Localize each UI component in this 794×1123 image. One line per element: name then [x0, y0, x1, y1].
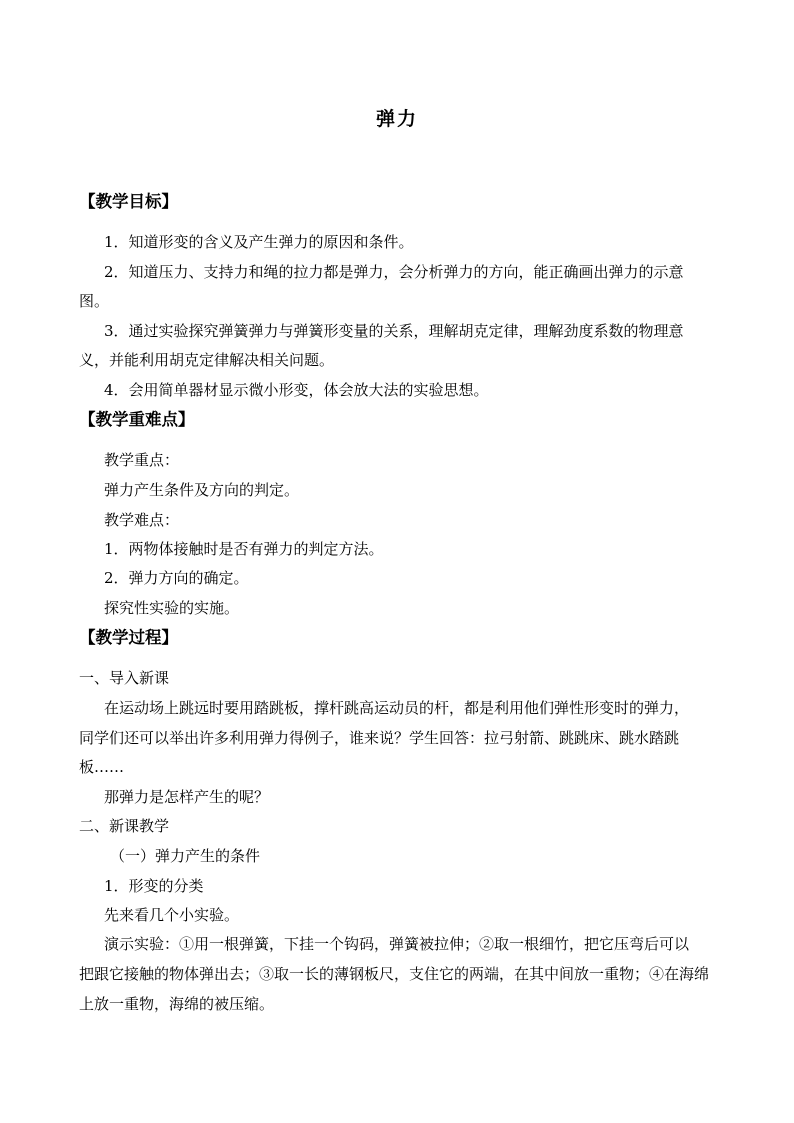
- process-line-4: 板……: [79, 758, 125, 776]
- process-line-10: 演示实验：①用一根弹簧，下挂一个钩码，弹簧被拉伸；②取一根细竹，把它压弯后可以: [104, 935, 690, 953]
- process-line-7: （一）弹力产生的条件: [110, 847, 261, 865]
- process-line-3: 同学们还可以举出许多利用弹力得例子，谁来说？学生回答：拉弓射箭、跳跳床、跳水踏跳: [79, 729, 680, 747]
- section-heading-goals: 【教学目标】: [79, 192, 178, 211]
- process-line-6: 二、新课教学: [79, 817, 170, 835]
- goal-line-3: 3．通过实验探究弹簧弹力与弹簧形变量的关系，理解胡克定律，理解劲度系数的物理意: [104, 322, 684, 340]
- key-point-line-6: 探究性实验的实施。: [104, 599, 240, 617]
- document-title: 弹力: [375, 108, 418, 130]
- process-line-12: 上放一重物，海绵的被压缩。: [79, 995, 275, 1013]
- goal-line-2-cont: 图。: [79, 292, 110, 310]
- key-point-line-5: 2．弹力方向的确定。: [104, 569, 249, 587]
- process-line-2: 在运动场上跳远时要用踏跳板，撑杆跳高运动员的杆，都是利用他们弹性形变时的弹力，: [104, 699, 690, 717]
- process-line-8: 1．形变的分类: [104, 877, 204, 895]
- process-line-11: 把跟它接触的物体弹出去；③取一长的薄钢板尺，支住它的两端，在其中间放一重物；④在海绵: [79, 965, 710, 983]
- process-line-5: 那弹力是怎样产生的呢？: [104, 788, 270, 806]
- section-heading-process: 【教学过程】: [79, 628, 178, 647]
- key-point-line-2: 弹力产生条件及方向的判定。: [104, 481, 300, 499]
- key-point-line-3: 教学难点：: [104, 511, 180, 529]
- process-line-1: 一、导入新课: [79, 669, 170, 687]
- key-point-line-1: 教学重点：: [104, 451, 180, 469]
- process-line-9: 先来看几个小实验。: [104, 906, 240, 924]
- goal-line-2: 2．知道压力、支持力和绳的拉力都是弹力，会分析弹力的方向，能正确画出弹力的示意: [104, 263, 684, 281]
- goal-line-1: 1．知道形变的含义及产生弹力的原因和条件。: [104, 233, 414, 251]
- section-heading-key-points: 【教学重难点】: [79, 410, 195, 429]
- goal-line-4: 4．会用简单器材显示微小形变，体会放大法的实验思想。: [104, 381, 489, 399]
- goal-line-3-cont: 义，并能利用胡克定律解决相关问题。: [79, 351, 335, 369]
- key-point-line-4: 1．两物体接触时是否有弹力的判定方法。: [104, 540, 384, 558]
